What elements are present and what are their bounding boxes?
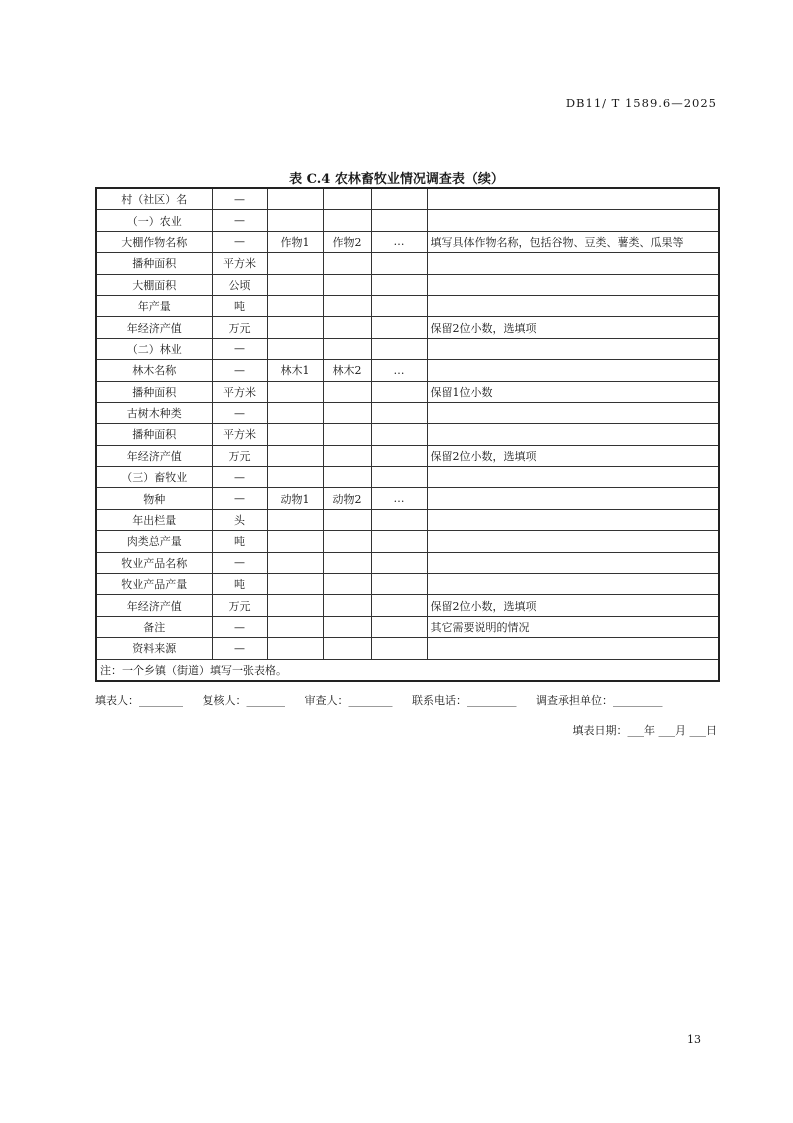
table-row [96,381,719,402]
row-name: 备注 [96,616,212,637]
row-value-3: … [371,231,427,252]
row-value-1 [267,188,323,210]
row-value-2: 动物2 [323,488,371,509]
row-name: （一）农业 [96,210,212,231]
row-value-2 [323,595,371,616]
row-value-3 [371,317,427,338]
row-value-2 [323,188,371,210]
row-value-3 [371,424,427,445]
row-remark [427,338,719,359]
row-value-3 [371,574,427,595]
row-value-1 [267,638,323,659]
document-code: DB11/ T 1589.6—2025 [565,96,717,110]
table-row [96,509,719,530]
row-remark: 填写具体作物名称，包括谷物、豆类、薯类、瓜果等 [427,231,719,252]
row-value-1 [267,552,323,573]
table-row [96,638,719,659]
row-name: 大棚面积 [96,274,212,295]
row-value-1: 动物1 [267,488,323,509]
table-row [96,424,719,445]
row-remark [427,488,719,509]
row-value-1 [267,574,323,595]
row-name: 播种面积 [96,424,212,445]
row-unit: 公顷 [212,274,267,295]
row-value-1 [267,274,323,295]
table-row [96,552,719,573]
row-remark [427,638,719,659]
row-value-2 [323,317,371,338]
table-row [96,253,719,274]
row-unit: 平方米 [212,253,267,274]
row-value-2 [323,509,371,530]
row-value-2 [323,253,371,274]
row-remark: 保留2位小数，选填项 [427,317,719,338]
row-name: 年出栏量 [96,509,212,530]
row-value-2 [323,402,371,423]
row-remark: 保留2位小数，选填项 [427,595,719,616]
row-name: 年产量 [96,295,212,316]
table-row [96,360,719,381]
table-row [96,317,719,338]
row-name: 大棚作物名称 [96,231,212,252]
row-unit: — [212,616,267,637]
row-value-2 [323,381,371,402]
row-value-1 [267,381,323,402]
row-unit: 万元 [212,595,267,616]
row-value-1 [267,402,323,423]
row-remark [427,188,719,210]
row-value-3 [371,381,427,402]
row-value-2 [323,274,371,295]
table-row [96,467,719,488]
row-name: 古树木种类 [96,402,212,423]
row-value-2 [323,616,371,637]
row-value-3 [371,210,427,231]
row-value-3 [371,253,427,274]
row-value-1: 林木1 [267,360,323,381]
row-value-3 [371,467,427,488]
row-remark [427,531,719,552]
row-unit: — [212,338,267,359]
row-value-1 [267,467,323,488]
row-unit: 吨 [212,574,267,595]
row-value-1: 作物1 [267,231,323,252]
row-remark [427,402,719,423]
row-value-2 [323,531,371,552]
signature-row [95,692,679,708]
row-value-3 [371,402,427,423]
row-unit: — [212,402,267,423]
table-row [96,659,719,681]
row-unit: — [212,210,267,231]
row-unit: — [212,552,267,573]
row-unit: — [212,488,267,509]
row-value-3 [371,595,427,616]
row-value-2 [323,638,371,659]
row-name: 牧业产品名称 [96,552,212,573]
row-remark [427,253,719,274]
row-value-1 [267,317,323,338]
row-unit: — [212,638,267,659]
row-remark: 保留1位小数 [427,381,719,402]
row-value-2: 作物2 [323,231,371,252]
table-row [96,295,719,316]
row-unit: 吨 [212,295,267,316]
row-remark [427,467,719,488]
table-row [96,402,719,423]
table-row [96,231,719,252]
filler-field: 填表人：________ [95,694,183,707]
row-value-2 [323,338,371,359]
row-value-1 [267,531,323,552]
row-remark: 其它需要说明的情况 [427,616,719,637]
row-value-2 [323,210,371,231]
phone-field: 联系电话：_________ [412,694,517,707]
row-name: （二）林业 [96,338,212,359]
row-unit: 头 [212,509,267,530]
table-row [96,188,719,210]
row-remark: 保留2位小数，选填项 [427,445,719,466]
row-remark [427,295,719,316]
row-value-3 [371,445,427,466]
row-value-2 [323,445,371,466]
row-value-3 [371,338,427,359]
row-remark [427,509,719,530]
row-value-3 [371,509,427,530]
row-name: 村（社区）名 [96,188,212,210]
row-remark [427,552,719,573]
row-value-3 [371,638,427,659]
row-value-3: … [371,488,427,509]
table-row [96,488,719,509]
survey-table [95,187,720,682]
row-value-1 [267,424,323,445]
row-value-2 [323,424,371,445]
row-remark [427,574,719,595]
row-name: 林木名称 [96,360,212,381]
row-value-2: 林木2 [323,360,371,381]
row-remark [427,424,719,445]
row-value-3 [371,295,427,316]
row-unit: 吨 [212,531,267,552]
row-value-3 [371,274,427,295]
table-row [96,338,719,359]
row-remark [427,210,719,231]
table-row [96,445,719,466]
row-name: 肉类总产量 [96,531,212,552]
row-value-2 [323,467,371,488]
reviewer-field: 复核人：_______ [202,694,285,707]
row-unit: — [212,188,267,210]
row-value-3 [371,531,427,552]
table-row [96,616,719,637]
row-value-3 [371,188,427,210]
row-name: 播种面积 [96,253,212,274]
fill-date: 填表日期：___年 ___月 ___日 [572,724,717,737]
row-name: 年经济产值 [96,445,212,466]
row-unit: — [212,231,267,252]
row-remark [427,360,719,381]
row-value-2 [323,552,371,573]
row-value-1 [267,210,323,231]
row-name: 播种面积 [96,381,212,402]
row-name: 牧业产品产量 [96,574,212,595]
row-name: 年经济产值 [96,595,212,616]
row-name: 物种 [96,488,212,509]
survey-table-body [96,188,719,681]
table-title: 表 C.4 农林畜牧业情况调查表（续） [289,172,504,187]
row-value-1 [267,338,323,359]
row-remark [427,274,719,295]
table-note: 注：一个乡镇（街道）填写一张表格。 [96,659,719,681]
row-unit: 平方米 [212,381,267,402]
row-value-3 [371,552,427,573]
row-name: 年经济产值 [96,317,212,338]
row-value-1 [267,616,323,637]
survey-unit-field: 调查承担单位：_________ [536,694,663,707]
row-value-1 [267,509,323,530]
row-value-2 [323,295,371,316]
row-value-1 [267,295,323,316]
row-unit: — [212,360,267,381]
row-unit: 平方米 [212,424,267,445]
row-unit: 万元 [212,445,267,466]
row-name: 资料来源 [96,638,212,659]
row-value-1 [267,445,323,466]
row-name: （三）畜牧业 [96,467,212,488]
row-value-2 [323,574,371,595]
row-unit: — [212,467,267,488]
row-value-3 [371,616,427,637]
table-row [96,274,719,295]
auditor-field: 审查人：________ [304,694,393,707]
table-row [96,210,719,231]
table-row [96,531,719,552]
row-value-3: … [371,360,427,381]
page-number: 13 [687,1033,701,1046]
table-row [96,595,719,616]
table-row [96,574,719,595]
row-value-1 [267,253,323,274]
row-value-1 [267,595,323,616]
row-unit: 万元 [212,317,267,338]
